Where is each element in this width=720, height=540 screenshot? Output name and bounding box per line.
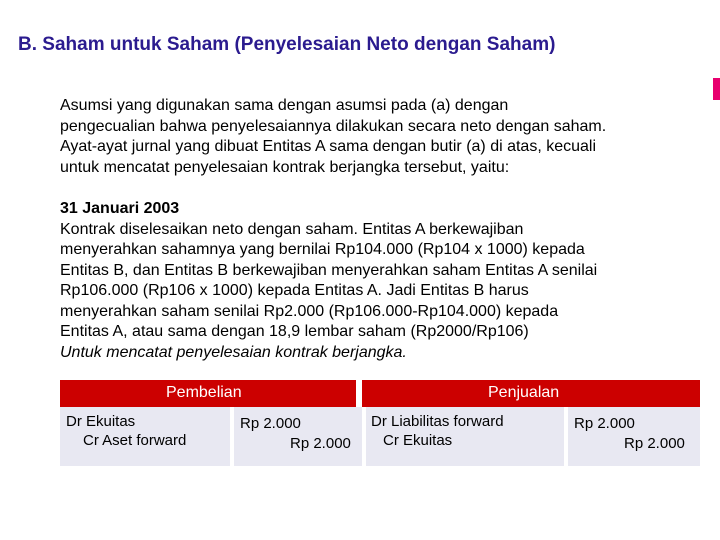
intro-paragraph <box>60 96 700 178</box>
paragraph-line: menyerahkan saham senilai Rp2.000 (Rp106.000-Rp104.000) kepada <box>60 302 559 320</box>
penjualan-debit-amount: Rp 2.000 <box>574 415 635 432</box>
penjualan-header-label: Penjualan <box>488 384 560 401</box>
accent-bar <box>713 78 720 100</box>
paragraph-line: Entitas A, atau sama dengan 18,9 lembar saham (Rp2000/Rp106) <box>60 323 529 340</box>
pembelian-credit-account: Cr Aset forward <box>83 432 187 449</box>
intro-line: untuk mencatat penyelesaian kontrak berjangka tersebut, yaitu: <box>60 158 510 176</box>
penjualan-debit-account: Dr Liabilitas forward <box>371 413 504 430</box>
slide-title: B. Saham untuk Saham (Penyelesaian Neto dengan Saham) <box>18 34 556 55</box>
penjualan-credit-account: Cr Ekuitas <box>383 432 453 449</box>
intro-line: Asumsi yang digunakan sama dengan asumsi pada (a) dengan <box>60 97 509 114</box>
paragraph-line: Entitas B, dan Entitas B berkewajiban menyerahkan saham Entitas A senilai <box>60 261 598 279</box>
pembelian-header-label: Pembelian <box>166 384 242 401</box>
penjualan-credit-amount: Rp 2.000 <box>624 435 685 452</box>
pembelian-debit-account: Dr Ekuitas <box>66 413 136 430</box>
pembelian-credit-amount: Rp 2.000 <box>290 435 351 452</box>
paragraph-line: Rp106.000 (Rp106 x 1000) kepada Entitas A. Jadi Entitas B harus <box>60 282 529 299</box>
pembelian-header <box>60 380 356 407</box>
intro-line: pengecualian bahwa penyelesaiannya dilakukan secara neto dengan saham. <box>60 117 607 135</box>
pembelian-debit-amount: Rp 2.000 <box>240 415 301 432</box>
date-heading: 31 Januari 2003 <box>60 200 180 217</box>
penjualan-accounts-cell <box>366 407 564 466</box>
penjualan-header <box>362 380 700 407</box>
pembelian-accounts-cell <box>60 407 230 466</box>
paragraph-line: menyerahkan sahamnya yang bernilai Rp104.000 (Rp104 x 1000) kepada <box>60 241 585 258</box>
note-line: Untuk mencatat penyelesaian kontrak berjangka. <box>60 343 407 361</box>
paragraph-line: Kontrak diselesaikan neto dengan saham. Entitas A berkewajiban <box>60 220 524 238</box>
settlement-paragraph <box>60 199 710 363</box>
intro-line: Ayat-ayat jurnal yang dibuat Entitas A sama dengan butir (a) di atas, kecuali <box>60 138 597 155</box>
